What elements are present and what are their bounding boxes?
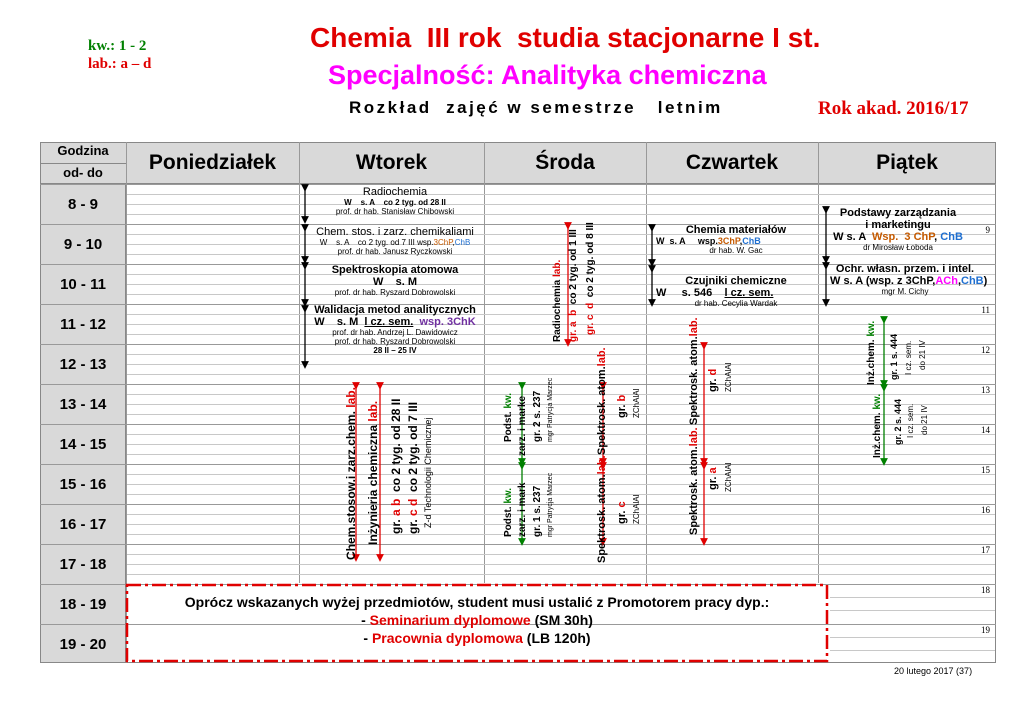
gr-label: gr.: [616, 404, 628, 418]
course-title: Inżynieria chemiczna: [366, 424, 380, 545]
day-wednesday: Środa: [535, 151, 595, 174]
row-number: 14: [981, 425, 990, 435]
gr-label: gr.: [707, 378, 719, 392]
lab-tag: lab.: [688, 317, 700, 337]
footer-date: 20 lutego 2017 (37): [894, 666, 973, 676]
course-teacher: dr hab. W. Gac: [709, 246, 763, 255]
course-subtitle: zarz. i marke: [517, 395, 528, 456]
thursday-spek-d-group: [707, 369, 719, 392]
seminar-hours: (SM 30h): [530, 612, 593, 628]
group-letter: c: [616, 501, 628, 508]
wednesday-spek-c-group: [616, 501, 628, 524]
course-meta: W s. A (wsp. z 3ChP,: [830, 275, 936, 287]
department: ZChAlAI: [632, 494, 641, 524]
course-group: gr. 1 s. 237: [532, 485, 543, 537]
row-number: 18: [981, 585, 990, 595]
frequency: co 2 tyg. od 7 III: [406, 401, 420, 492]
friday-ochrona: [830, 263, 988, 296]
course-dates: 28 II – 25 IV: [373, 346, 417, 355]
wednesday-radio-gr-cd: [585, 222, 596, 335]
course-meta: W s. 546: [656, 287, 713, 299]
academic-year: Rok akad. 2016/17: [818, 98, 969, 119]
kw-tag: kw.: [503, 392, 514, 409]
course-title: Podstawy zarządzania: [839, 207, 957, 219]
group-letter: b: [616, 394, 628, 402]
group-chb: ChB: [742, 236, 761, 246]
course-meta: W s. A co 2 tyg. od 28 II: [344, 198, 446, 207]
wednesday-spek-b-group: [616, 395, 628, 418]
wednesday-radio-gr-ab: [568, 229, 579, 342]
group-letter: c: [406, 509, 420, 516]
semester-part: I cz. sem.: [906, 403, 915, 438]
gr-label: gr.: [707, 476, 719, 490]
hour-header: Godzina: [57, 143, 109, 158]
row-number: 11: [981, 305, 990, 315]
course-title: i marketingu: [865, 219, 931, 231]
gr-label: gr.: [616, 510, 628, 524]
course-title: Chemia materiałów: [685, 224, 787, 236]
course-title: Spektrosk. atom.: [596, 366, 608, 455]
course-title: Spektroskopia atomowa: [331, 264, 459, 276]
lab-hours: (LB 120h): [522, 630, 591, 646]
course-teacher: dr Mirosław Łoboda: [863, 243, 933, 252]
thursday-czujniki: [656, 275, 816, 308]
tuesday-walidacja: [306, 304, 484, 355]
course-title: Ochr. własn. przem. i intel.: [835, 263, 975, 275]
thursday-chem-mat: [656, 224, 816, 255]
wednesday-spek-c: [596, 455, 608, 563]
course-title: Podst.: [503, 506, 514, 537]
group-3chp: Wsp. 3 ChP: [872, 231, 935, 243]
course-group: gr. 1 s. 444: [889, 333, 899, 380]
lab-tag: lab.: [344, 387, 358, 408]
paren: ): [983, 275, 988, 287]
thursday-spek-d: [688, 317, 700, 425]
thursday-spek-a: [688, 427, 700, 535]
course-title: Spektrosk. atom.: [688, 446, 700, 535]
time-slot: 13 - 14: [59, 395, 107, 413]
course-meta: W s. A co 2 tyg. od 7 III wsp.: [319, 238, 434, 247]
frequency: co 2 tyg. od 28 II: [389, 398, 403, 492]
course-title: Podst.: [503, 411, 514, 442]
course-teacher: dr hab. Cecylia Wardak: [694, 299, 778, 308]
separator: ,: [934, 231, 938, 243]
course-title: Walidacja metod analitycznych: [314, 304, 476, 316]
course-title: Inż.chem.: [866, 339, 877, 385]
kw-tag: kw.: [503, 487, 514, 504]
semester-part: I cz. sem.: [904, 340, 913, 375]
lab-tag: lab.: [552, 259, 563, 277]
row-number: 12: [981, 345, 990, 355]
course-teacher: mgr Patrycja Marzec: [547, 377, 554, 442]
tuesday-lab-chem-stos: [344, 387, 358, 560]
lab-tag: lab.: [596, 347, 608, 367]
course-title: Radiochemia: [362, 186, 428, 198]
time-slot: 9 - 10: [63, 235, 103, 253]
lab-label: lab.: a – d: [88, 56, 152, 72]
wednesday-podst-1: [503, 488, 514, 537]
course-dates: do 21 IV: [920, 405, 929, 435]
row-number: 13: [981, 385, 990, 395]
day-tuesday: Wtorek: [355, 151, 428, 174]
course-teacher: mgr M. Cichy: [881, 287, 929, 296]
course-title: Czujniki chemiczne: [685, 275, 787, 287]
tuesday-lab-groups-cd: [406, 402, 420, 534]
course-group: gr. 2 s. 444: [893, 398, 903, 445]
gr-label: gr.: [389, 519, 403, 534]
row-number: 16: [981, 505, 990, 515]
group-chb: ChB: [454, 238, 471, 247]
course-teacher: prof. dr hab. Stanisław Chibowski: [335, 207, 455, 216]
course-title: Spektrosk. atom.: [596, 474, 608, 563]
time-slot: 15 - 16: [59, 475, 107, 493]
frequency: co 2 tyg. od 8 III: [585, 222, 596, 298]
seminar-label: Seminarium dyplomowe: [369, 612, 531, 628]
tuesday-chem-stos: [306, 226, 484, 256]
course-dates: do 21 IV: [918, 340, 927, 370]
day-thursday: Czwartek: [685, 151, 779, 174]
frequency: co 2 tyg. od 1 III: [568, 229, 579, 305]
day-monday: Poniedziałek: [148, 151, 277, 174]
group-3chp: 3ChP: [717, 236, 740, 246]
time-slot: 11 - 12: [60, 315, 106, 333]
semester-part: l cz. sem.: [364, 316, 414, 328]
group-letter: d: [406, 498, 420, 506]
lab-tag: lab.: [688, 427, 700, 447]
department: ZChAlAI: [632, 388, 641, 418]
row-number: 19: [981, 625, 990, 635]
dash: -: [361, 612, 370, 628]
page-title: Chemia III rok studia stacjonarne I st.: [310, 22, 821, 53]
separator: ,: [739, 236, 743, 246]
time-slot: 14 - 15: [59, 435, 107, 453]
wednesday-spek-b: [596, 347, 608, 455]
note-line-1: Oprócz wskazanych wyżej przedmiotów, student musi ustalić z Promotorem pracy dyp.:: [184, 594, 770, 610]
note-line-2: [130, 612, 824, 628]
group-chb: ChB: [961, 275, 984, 287]
course-teacher: prof. dr hab. Janusz Ryczkowski: [337, 247, 453, 256]
schedule-title: Rozkład zajęć w semestrze letnim: [349, 98, 723, 117]
group-letter: gr. a b: [568, 309, 579, 342]
lab-tag: lab.: [366, 400, 380, 422]
wednesday-radio-lab: [552, 260, 563, 342]
row-number: 9: [985, 225, 990, 235]
note-line-3: [130, 630, 824, 646]
group-ach: ACh: [935, 275, 958, 287]
course-subtitle: zarz. i mark: [517, 482, 528, 537]
time-slot: 8 - 9: [67, 195, 98, 213]
note-box: [130, 594, 824, 646]
group-letter: gr. c d: [585, 302, 596, 335]
course-group: gr. 2 s. 237: [532, 390, 543, 442]
course-title: Chem. stos. i zarz. chemikaliami: [316, 226, 474, 238]
lab-label: Pracownia dyplomowa: [371, 630, 523, 646]
kw-tag: kw.: [866, 320, 877, 337]
gr-label: gr.: [406, 519, 420, 534]
time-slot: 18 - 19: [59, 595, 107, 613]
friday-podstawy: [828, 207, 968, 252]
tuesday-radiochemia: [310, 186, 480, 216]
course-title: Radiochemia: [552, 279, 563, 342]
lab-tag: lab.: [596, 455, 608, 475]
time-slot: 16 - 17: [59, 515, 107, 533]
separator: ,: [957, 275, 962, 287]
group-chb: ChB: [940, 231, 963, 243]
course-meta: W s. M: [373, 276, 417, 288]
from-to-header: od- do: [63, 165, 103, 180]
course-teacher: prof. dr hab. Ryszard Dobrowolski: [334, 288, 456, 297]
course-meta: W s. A: [833, 231, 866, 243]
group-letter: b: [389, 498, 403, 506]
time-slot: 19 - 20: [59, 635, 107, 653]
dash: -: [363, 630, 372, 646]
wednesday-podst-2: [503, 393, 514, 442]
course-teacher: prof. dr hab. Andrzej L. Dawidowicz: [332, 328, 458, 337]
friday-inz-2: [872, 394, 883, 458]
group-3chp: 3ChP: [433, 238, 453, 247]
course-title: Inż.chem.: [872, 412, 883, 458]
time-slot: 17 - 18: [59, 555, 107, 573]
tuesday-lab-inz-chem: [366, 401, 380, 545]
kw-tag: kw.: [872, 393, 883, 410]
row-number: 17: [981, 545, 990, 555]
department: ZChAlAI: [724, 362, 733, 392]
tuesday-spektroskopia: [310, 264, 480, 297]
kw-label: kw.: 1 - 2: [88, 38, 147, 54]
thursday-spek-a-group: [707, 467, 719, 490]
course-title: Spektrosk. atom.: [688, 336, 700, 425]
course-meta: W s. A wsp.: [656, 236, 718, 246]
semester-part: l cz. sem.: [724, 287, 774, 299]
time-slot: 10 - 11: [60, 275, 106, 293]
group-3chk: wsp. 3ChK: [419, 316, 476, 328]
friday-inz-1: [866, 321, 877, 385]
row-number: 15: [981, 465, 990, 475]
course-meta: W s. M: [314, 316, 359, 328]
time-slot: 12 - 13: [59, 355, 107, 373]
specialty-title: Specjalność: Analityka chemiczna: [328, 60, 767, 90]
tuesday-lab-groups-ab: [389, 399, 403, 534]
group-letter: d: [707, 368, 719, 376]
course-title: Chem.stosow.i zarz.chem.: [344, 411, 358, 560]
department: ZChAlAI: [724, 462, 733, 492]
separator: ,: [452, 238, 455, 247]
course-teacher: mgr Patrycja Marzec: [547, 472, 554, 537]
course-teacher: prof. dr hab. Ryszard Dobrowolski: [334, 337, 456, 346]
group-letter: a: [707, 467, 719, 474]
tuesday-lab-department: Z-d Technologii Chemicznej: [423, 417, 433, 528]
group-letter: a: [389, 509, 403, 516]
day-friday: Piątek: [876, 151, 938, 174]
